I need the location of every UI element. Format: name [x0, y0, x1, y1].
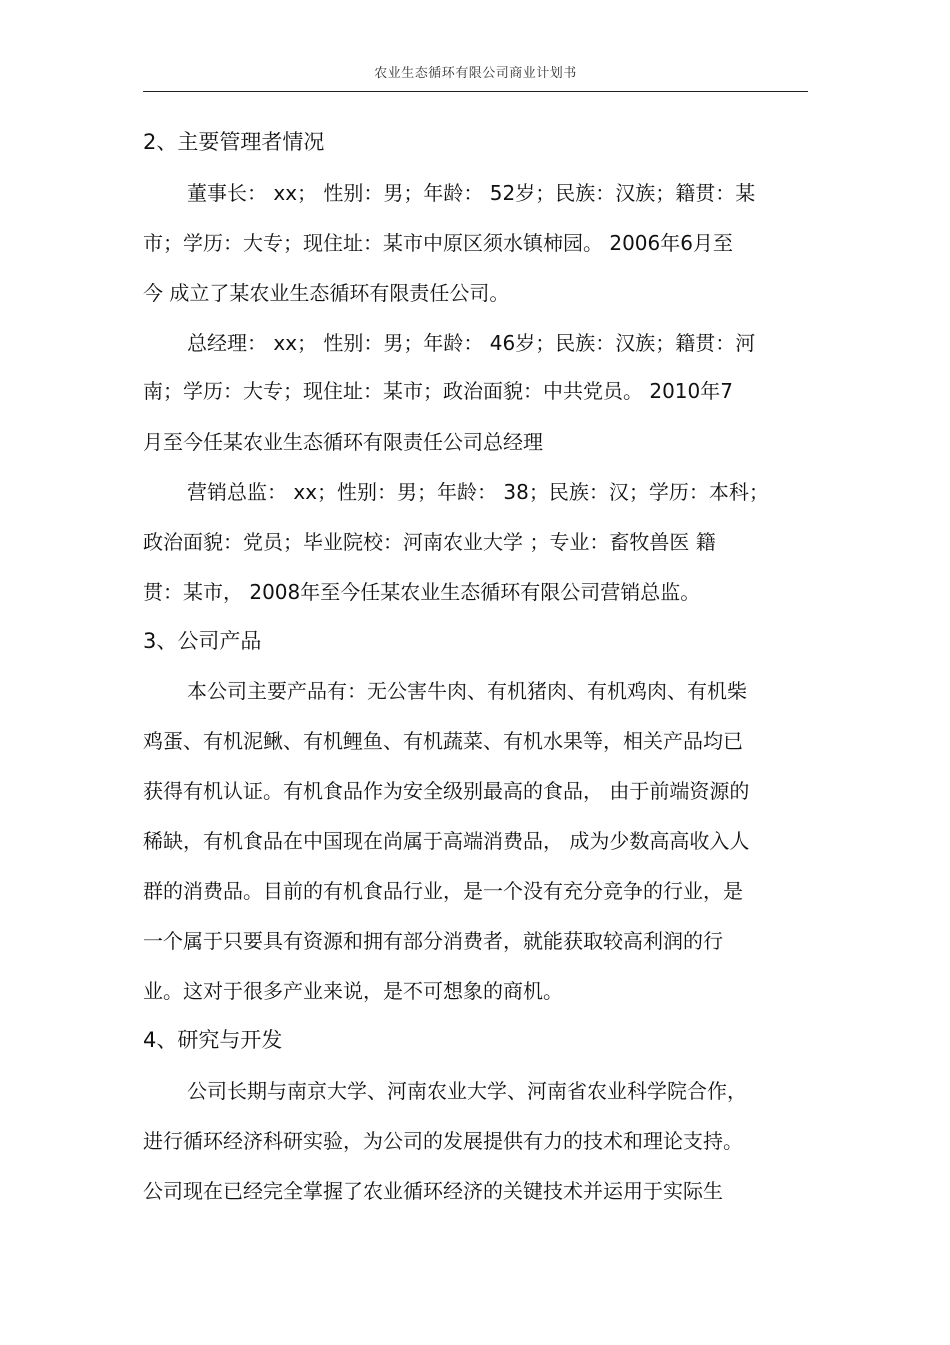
header-divider	[143, 91, 808, 92]
paragraph-line: 本公司主要产品有：无公害牛肉、有机猪肉、有机鸡肉、有机柴	[187, 679, 747, 703]
paragraph-line: 公司现在已经完全掌握了农业循环经济的关键技术并运用于实际生	[143, 1179, 723, 1203]
section-heading-management: 2、主要管理者情况	[143, 130, 325, 154]
paragraph-line: 月至今任某农业生态循环有限责任公司总经理	[143, 430, 543, 454]
paragraph-line: 总经理： xx； 性别：男；年龄： 46岁；民族：汉族；籍贯：河	[187, 331, 756, 355]
paragraph-line: 获得有机认证。有机食品作为安全级别最高的食品， 由于前端资源的	[143, 779, 750, 803]
paragraph-line: 贯：某市， 2008年至今任某农业生态循环有限公司营销总监。	[143, 580, 701, 604]
paragraph-line: 一个属于只要具有资源和拥有部分消费者，就能获取较高利润的行	[143, 929, 723, 953]
paragraph-line: 董事长： xx； 性别：男；年龄： 52岁；民族：汉族；籍贯：某	[187, 181, 756, 205]
paragraph-line: 政治面貌：党员；毕业院校：河南农业大学 ；专业：畜牧兽医 籍	[143, 530, 716, 554]
paragraph-line: 今 成立了某农业生态循环有限责任公司。	[143, 281, 510, 305]
section-heading-research: 4、研究与开发	[143, 1028, 283, 1052]
paragraph-line: 稀缺，有机食品在中国现在尚属于高端消费品， 成为少数高高收入人	[143, 829, 750, 853]
paragraph-line: 公司长期与南京大学、河南农业大学、河南省农业科学院合作，	[187, 1079, 747, 1103]
page-header-title: 农业生态循环有限公司商业计划书	[374, 66, 577, 81]
paragraph-line: 市；学历：大专；现住址：某市中原区须水镇柿园。 2006年6月至	[143, 231, 733, 255]
paragraph-line: 群的消费品。目前的有机食品行业，是一个没有充分竞争的行业，是	[143, 879, 743, 903]
paragraph-line: 营销总监： xx；性别：男；年龄： 38；民族：汉；学历：本科；	[187, 480, 769, 504]
section-heading-products: 3、公司产品	[143, 629, 262, 653]
paragraph-line: 南；学历：大专；现住址：某市；政治面貌：中共党员。 2010年7	[143, 379, 733, 403]
paragraph-line: 业。这对于很多产业来说，是不可想象的商机。	[143, 979, 563, 1003]
paragraph-line: 进行循环经济科研实验，为公司的发展提供有力的技术和理论支持。	[143, 1129, 743, 1153]
paragraph-line: 鸡蛋、有机泥鳅、有机鲤鱼、有机蔬菜、有机水果等，相关产品均已	[143, 729, 743, 753]
